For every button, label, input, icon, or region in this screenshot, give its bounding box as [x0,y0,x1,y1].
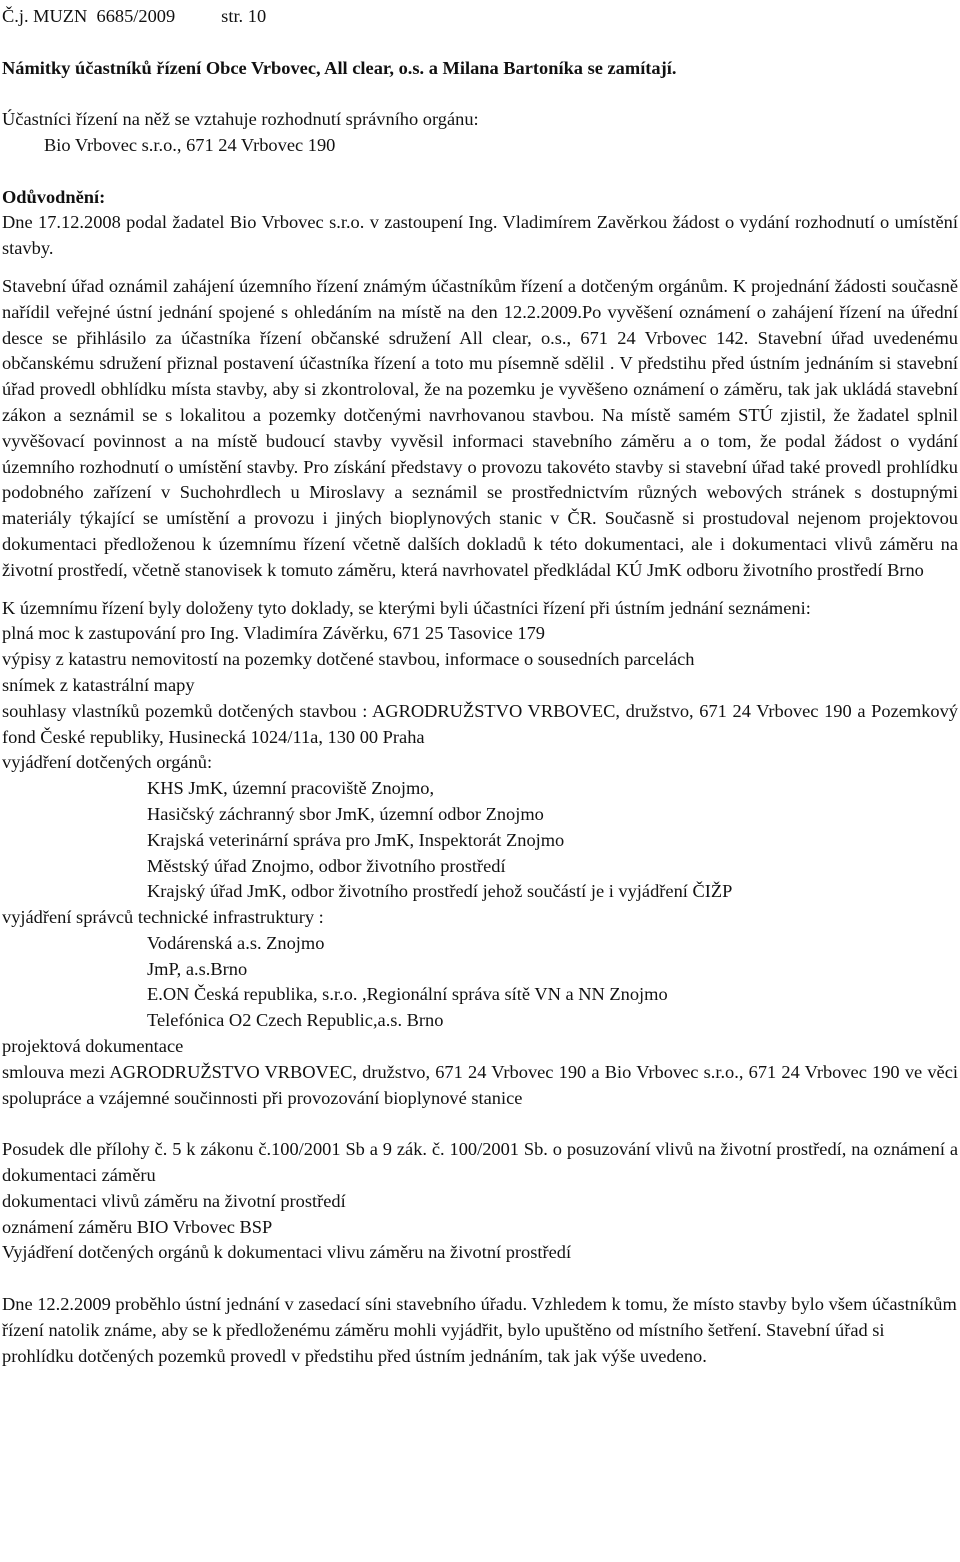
participants-label: Účastníci řízení na něž se vztahuje rozhodnutí správního orgánu: [2,109,479,130]
authority-item: Krajská veterinární správa pro JmK, Inspektorát Znojmo [147,829,565,850]
infrastructure-item: Vodárenská a.s. Znojmo [147,932,325,953]
paragraph-proceedings: Stavební úřad oznámil zahájení územního řízení známým účastníkům řízení a dotčeným orgánům. K projednání žádosti současně nařídil veřejné ústní jednání spojené s ohledáním na místě na den 12.2.2009.Po vyvěšení oznámení o zahájení řízení na úřední desce se přihlásilo za účastníka řízení občanské sdružení All clear, o.s., 671 24 Vrbovec 142. Stavební úřad uvedenému občanskému sdružení přiznal postavení účastníka řízení a toto mu písemně sdělil . V předstihu před ústním jednáním si stavební úřad provedl obhlídku místa stavby, aby si zkontroloval, že na pozemku je vyvěšeno oznámení o záměru, tak jak ukládá stavební zákon a seznámil se s lokalitou a pozemky dotčenými navrhovanou stavbou. Na místě samém STÚ zjistil, že žadatel splnil vyvěšovací povinnost a na místě budoucí stavby vyvěsil informaci stavebního záměru a o tom, že podal žádost o vydání územního rozhodnutí o umístění stavby. Pro získání představy o provozu takovéto stavby si stavební úřad také provedl prohlídku podobného zařízení v Suchohrdlech u Miroslavy a seznámil se prostřednictvím různých webových stránek s dostupnými materiály týkající se umístění a provozu i jiných bioplynových stanic v ČR. Současně si prostudoval nejenom projektovou dokumentaci předloženou k územnímu řízení včetně dalších dokladů k této dokumentaci, ale i dokumentaci vlivů záměru na životní prostředí, včetně stanovisek k tomuto záměru, která navrhovatel předkládal KÚ JmK odboru životního prostředí Brno [2,275,958,580]
page-header [2,4,958,30]
infrastructure-item: JmP, a.s.Brno [147,958,248,979]
assessment-line: dokumentaci vlivů záměru na životní prostředí [2,1190,346,1211]
page-number: str. 10 [221,6,267,26]
assessment-line: oznámení záměru BIO Vrbovec BSP [2,1216,273,1237]
authority-item: Krajský úřad JmK, odbor životního prostředí jehož součástí je i vyjádření ČIŽP [147,881,733,902]
paragraph-application: Dne 17.12.2008 podal žadatel Bio Vrbovec s.r.o. v zastoupení Ing. Vladimírem Zavěrkou žádost o vydání rozhodnutí o umístění stavby. [2,212,958,259]
project-documentation-line: projektová dokumentace [2,1036,184,1057]
doc-line-power-of-attorney: plná moc k zastupování pro Ing. Vladimíra Závěrku, 671 25 Tasovice 179 [2,623,545,644]
assessment-line: Vyjádření dotčených orgánů k dokumentaci vlivu záměru na životní prostředí [2,1242,572,1263]
infrastructure-item: E.ON Česká republika, s.r.o. ,Regionální správa sítě VN a NN Znojmo [147,984,668,1005]
authority-item: KHS JmK, územní pracoviště Znojmo, [147,778,435,799]
infrastructure-label: vyjádření správců technické infrastruktury : [2,907,324,928]
objections-statement: Námitky účastníků řízení Obce Vrbovec, All clear, o.s. a Milana Bartoníka se zamítají. [2,57,677,78]
assessment-paragraph: Posudek dle přílohy č. 5 k zákonu č.100/2001 Sb a 9 zák. č. 100/2001 Sb. o posuzování vlivů na životní prostředí, na oznámení a dokumentaci záměru [2,1139,958,1186]
authority-item: Hasičský záchranný sbor JmK, územní odbor Znojmo [147,803,544,824]
infrastructure-item: Telefónica O2 Czech Republic,a.s. Brno [147,1010,444,1031]
reasoning-title: Odůvodnění: [2,186,106,207]
final-paragraph: Dne 12.2.2009 proběhlo ústní jednání v zasedací síni stavebního úřadu. Vzhledem k tomu, že místo stavby bylo všem účastníkům řízení natolik známe, aby se k předloženému záměru mohli vyjádřit, bylo upuštěno od místního šetření. Stavební úřad si prohlídku dotčených pozemků provedl v předstihu před ústním jednáním, tak jak výše uvedeno. [2,1294,957,1366]
doc-line-cadastral-map: snímek z katastrální mapy [2,674,195,695]
participant-entry: Bio Vrbovec s.r.o., 671 24 Vrbovec 190 [44,134,336,155]
authority-item: Městský úřad Znojmo, odbor životního prostředí [147,855,506,876]
contract-line: smlouva mezi AGRODRUŽSTVO VRBOVEC, družstvo, 671 24 Vrbovec 190 a Bio Vrbovec s.r.o., 671 24 Vrbovec 190 ve věci spolupráce a vzájemné součinnosti při provozování bioplynové stanice [2,1061,958,1108]
doc-line-owner-consents: souhlasy vlastníků pozemků dotčených stavbou : AGRODRUŽSTVO VRBOVEC, družstvo, 671 24 Vrbovec 190 a Pozemkový fond České republiky, Husinecká 1024/11a, 130 00 Praha [2,700,958,747]
paragraph-documents-intro: K územnímu řízení byly doloženy tyto doklady, se kterými byli účastníci řízení při ústním jednání seznámeni: [2,597,811,618]
doc-line-cadastre-extracts: výpisy z katastru nemovitostí na pozemky dotčené stavbou, informace o sousedních parcelách [2,649,695,670]
authorities-label: vyjádření dotčených orgánů: [2,752,213,773]
reference-number: Č.j. MUZN 6685/2009 [2,6,176,26]
